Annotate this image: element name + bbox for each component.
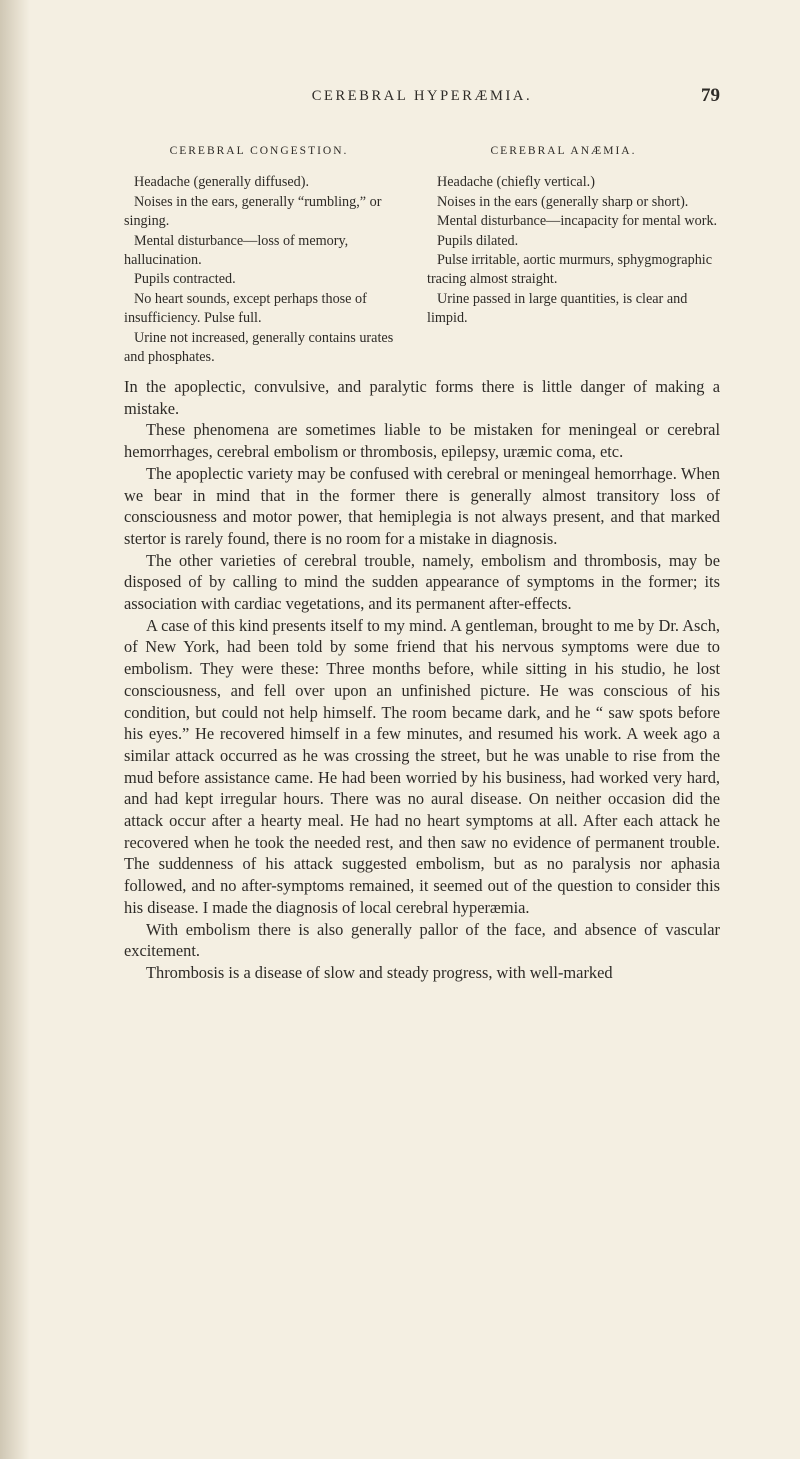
congestion-item: Noises in the ears, generally “rumbling,” or singing.	[124, 193, 382, 230]
anaemia-item: Headache (chiefly vertical.)	[437, 174, 595, 191]
congestion-item: Mental disturbance—loss of memory, hallucination.	[124, 232, 349, 269]
anaemia-item: Mental disturbance—incapacity for mental work.	[437, 213, 718, 230]
running-title: CEREBRAL HYPERÆMIA.	[311, 88, 533, 104]
anaemia-heading: CEREBRAL ANÆMIA.	[490, 145, 637, 157]
anaemia-item: Pulse irritable, aortic murmurs, sphygmographic tracing almost straight.	[427, 252, 713, 288]
congestion-heading: CEREBRAL CONGESTION.	[169, 145, 349, 157]
paragraph: Thrombosis is a disease of slow and steady progress, with well-marked	[146, 962, 613, 982]
paragraph: The other varieties of cerebral trouble, namely, embolism and thrombosis, may be disposed of by calling to mind the sudden appearance of symptoms in the former; its association with cardiac vegetations, and its permanent after-effects.	[124, 550, 720, 614]
congestion-column	[124, 142, 414, 367]
congestion-item: Urine not increased, generally contains urates and phosphates.	[124, 329, 394, 366]
congestion-item: No heart sounds, except perhaps those of insufficiency. Pulse full.	[124, 290, 367, 327]
book-page	[124, 0, 720, 1459]
page-edge-shadow	[0, 0, 30, 1459]
paragraph: The apoplectic variety may be confused with cerebral or meningeal hemorrhage. When we bear in mind that in the former there is generally almost transitory loss of consciousness and motor power, that hemiplegia is not always present, and that marked stertor is rarely found, there is no room for a mistake in diagnosis.	[124, 463, 720, 548]
anaemia-item: Urine passed in large quantities, is clear and limpid.	[427, 290, 688, 327]
page-number: 79	[701, 85, 720, 106]
anaemia-item: Pupils dilated.	[437, 232, 519, 249]
paragraph: In the apoplectic, convulsive, and paralytic forms there is little danger of making a mistake.	[124, 377, 720, 418]
paragraph: A case of this kind presents itself to my mind. A gentleman, brought to me by Dr. Asch, of New York, had been told by some friend that his nervous symptoms were due to embolism. They were these: Three months before, while sitting in his studio, he lost consciousness, and fell over upon an unfinished picture. He was conscious of his condition, but could not help himself. The room became dark, and he “ saw spots before his eyes.” He recovered himself in a few minutes, and resumed his work. A week ago a similar attack occurred as he was crossing the street, but he was unable to rise from the mud before assistance came. He had been worried by his business, had worked very hard, and had kept irregular hours. There was no aural disease. On neither occasion did the attack occur after a hearty meal. He had no heart symptoms at all. After each attack he recovered when he took the needed rest, and then saw no evidence of permanent trouble. The suddenness of his attack suggested embolism, but as no paralysis nor aphasia followed, and no after-symptoms remained, it seemed out of the question to consider this his disease. I made the diagnosis of local cerebral hyperæmia.	[124, 615, 720, 917]
anaemia-item: Noises in the ears (generally sharp or short).	[437, 193, 689, 210]
paragraph: With embolism there is also generally pallor of the face, and absence of vascular excitement.	[124, 919, 720, 961]
paragraph: These phenomena are sometimes liable to be mistaken for meningeal or cerebral hemorrhages, cerebral embolism or thrombosis, epilepsy, uræmic coma, etc.	[124, 420, 720, 462]
body-text	[124, 376, 720, 984]
anaemia-column	[427, 142, 720, 329]
congestion-item: Headache (generally diffused).	[134, 174, 310, 191]
congestion-item: Pupils contracted.	[134, 271, 236, 288]
running-head	[124, 85, 720, 110]
